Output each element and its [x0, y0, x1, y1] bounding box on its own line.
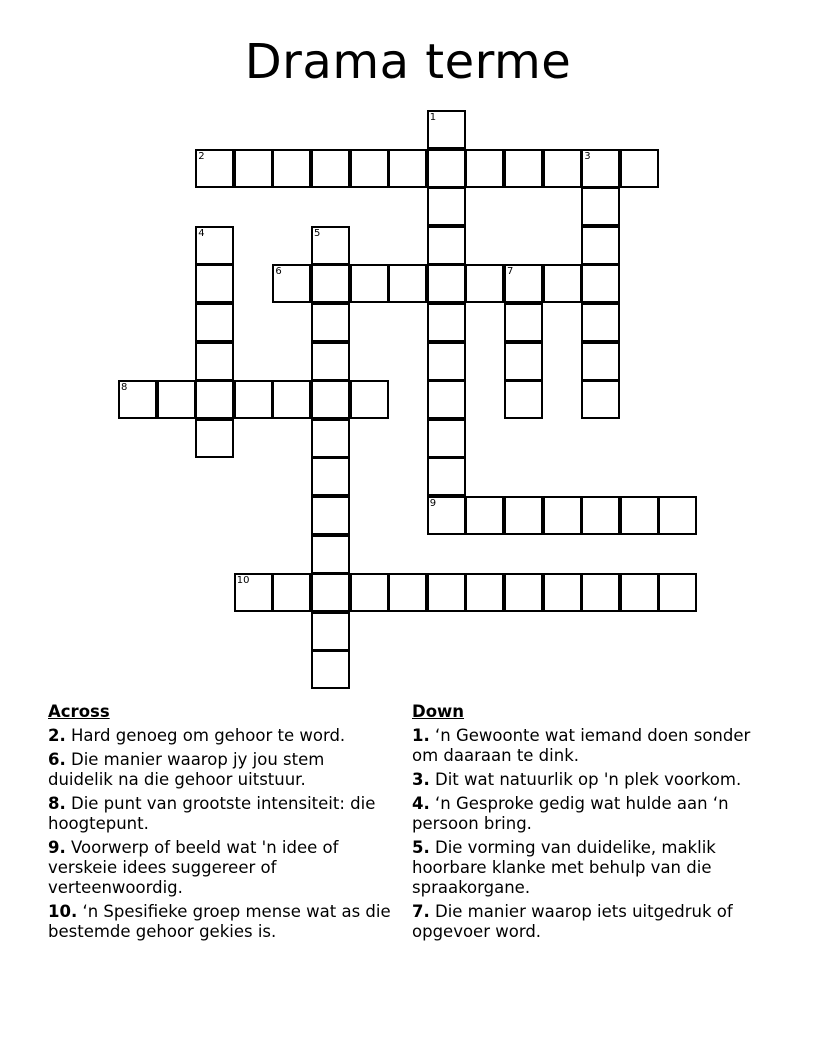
grid-cell[interactable] — [350, 149, 389, 188]
grid-cell[interactable] — [234, 380, 273, 419]
cell-number: 5 — [314, 227, 321, 239]
cell-number: 9 — [429, 498, 437, 509]
grid-cell[interactable] — [311, 264, 350, 303]
grid-cell[interactable] — [311, 303, 350, 342]
clue-down-4: 4. ‘n Gesproke gedig wat hulde aan ‘n persoon bring. — [412, 794, 729, 833]
grid-cell[interactable] — [504, 342, 543, 381]
clue-down-1: 1. ‘n Gewoonte wat iemand doen sonder om daaraan te dink. — [412, 726, 751, 765]
grid-cell[interactable] — [311, 573, 350, 612]
grid-cell[interactable] — [272, 573, 311, 612]
grid-cell[interactable] — [195, 380, 234, 419]
grid-cell[interactable] — [311, 419, 350, 458]
grid-cell[interactable] — [543, 149, 582, 188]
grid-cell[interactable] — [195, 303, 234, 342]
cell-number: 8 — [121, 382, 128, 394]
cell-number: 1 — [429, 112, 437, 123]
cell-number: 3 — [584, 150, 591, 162]
grid-cell[interactable] — [350, 380, 389, 419]
grid-cell[interactable] — [581, 342, 620, 381]
grid-cell[interactable] — [543, 264, 582, 303]
clue-down-5: 5. Die vorming van duidelike, maklik hoorbare klanke met behulp van die spraakorgane. — [412, 838, 716, 897]
grid-cell[interactable] — [234, 149, 273, 188]
grid-cell[interactable] — [272, 264, 311, 303]
clue-across-10: 10. ‘n Spesifieke groep mense wat as die bestemde gehoor gekies is. — [48, 902, 391, 941]
cell-number: 4 — [198, 227, 205, 239]
grid-cell[interactable] — [195, 342, 234, 381]
grid-cell[interactable] — [427, 496, 466, 535]
grid-cell[interactable] — [581, 149, 620, 188]
grid-cell[interactable] — [118, 380, 157, 419]
grid-cell[interactable] — [465, 573, 504, 612]
across-clues — [48, 702, 393, 946]
clue-across-8: 8. Die punt van grootste intensiteit: die hoogtepunt. — [48, 794, 376, 833]
grid-cell[interactable] — [234, 573, 273, 612]
grid-cell[interactable] — [658, 573, 697, 612]
grid-cell[interactable] — [311, 342, 350, 381]
grid-cell[interactable] — [311, 380, 350, 419]
grid-cell[interactable] — [543, 496, 582, 535]
grid-cell[interactable] — [388, 573, 427, 612]
grid-cell[interactable] — [543, 573, 582, 612]
grid-cell[interactable] — [581, 573, 620, 612]
grid-cell[interactable] — [427, 187, 466, 226]
grid-cell[interactable] — [427, 264, 466, 303]
cell-number: 10 — [236, 575, 250, 587]
grid-cell[interactable] — [504, 496, 543, 535]
grid-cell[interactable] — [350, 264, 389, 303]
clue-across-9: 9. Voorwerp of beeld wat 'n idee of verskeie idees suggereer of verteenwoordig. — [48, 838, 339, 897]
grid-cell[interactable] — [504, 380, 543, 419]
grid-cell[interactable] — [311, 650, 350, 689]
grid-cell[interactable] — [581, 264, 620, 303]
grid-cell[interactable] — [427, 226, 466, 265]
grid-cell[interactable] — [504, 149, 543, 188]
across-heading: Across — [48, 702, 110, 721]
grid-cell[interactable] — [388, 264, 427, 303]
grid-cell[interactable] — [311, 496, 350, 535]
grid-cell[interactable] — [581, 380, 620, 419]
grid-cell[interactable] — [311, 149, 350, 188]
cell-number: 2 — [198, 150, 205, 162]
grid-cell[interactable] — [427, 457, 466, 496]
grid-cell[interactable] — [427, 110, 466, 149]
grid-cell[interactable] — [465, 149, 504, 188]
grid-cell[interactable] — [195, 419, 234, 458]
grid-cell[interactable] — [195, 264, 234, 303]
grid-cell[interactable] — [658, 496, 697, 535]
down-clues — [412, 702, 767, 946]
grid-cell[interactable] — [311, 612, 350, 651]
grid-cell[interactable] — [427, 419, 466, 458]
grid-cell[interactable] — [504, 303, 543, 342]
grid-cell[interactable] — [504, 264, 543, 303]
grid-cell[interactable] — [620, 149, 659, 188]
grid-cell[interactable] — [311, 535, 350, 574]
grid-cell[interactable] — [350, 573, 389, 612]
grid-cell[interactable] — [581, 226, 620, 265]
grid-cell[interactable] — [272, 149, 311, 188]
grid-cell[interactable] — [427, 342, 466, 381]
grid-cell[interactable] — [581, 303, 620, 342]
grid-cell[interactable] — [157, 380, 196, 419]
grid-cell[interactable] — [620, 496, 659, 535]
grid-cell[interactable] — [465, 496, 504, 535]
grid-cell[interactable] — [427, 303, 466, 342]
grid-cell[interactable] — [504, 573, 543, 612]
page-title: Drama terme — [244, 34, 572, 90]
cell-number: 7 — [507, 266, 514, 278]
grid-cell[interactable] — [581, 187, 620, 226]
grid-cell[interactable] — [195, 226, 234, 265]
clue-down-7: 7. Die manier waarop iets uitgedruk of opgevoer word. — [412, 902, 733, 941]
grid-cell[interactable] — [311, 457, 350, 496]
grid-cell[interactable] — [388, 149, 427, 188]
grid-cell[interactable] — [427, 149, 466, 188]
grid-cell[interactable] — [195, 149, 234, 188]
grid-cell[interactable] — [620, 573, 659, 612]
grid-cell[interactable] — [311, 226, 350, 265]
down-heading: Down — [412, 702, 465, 721]
grid-cell[interactable] — [427, 573, 466, 612]
grid-cell[interactable] — [272, 380, 311, 419]
grid-cell[interactable] — [581, 496, 620, 535]
clue-across-2: 2. Hard genoeg om gehoor te word. — [48, 726, 346, 745]
clue-down-3: 3. Dit wat natuurlik op 'n plek voorkom. — [412, 770, 742, 789]
grid-cell[interactable] — [427, 380, 466, 419]
cell-number: 6 — [275, 266, 282, 278]
clue-across-6: 6. Die manier waarop jy jou stem duidelik na die gehoor uitstuur. — [48, 750, 325, 789]
grid-cell[interactable] — [465, 264, 504, 303]
